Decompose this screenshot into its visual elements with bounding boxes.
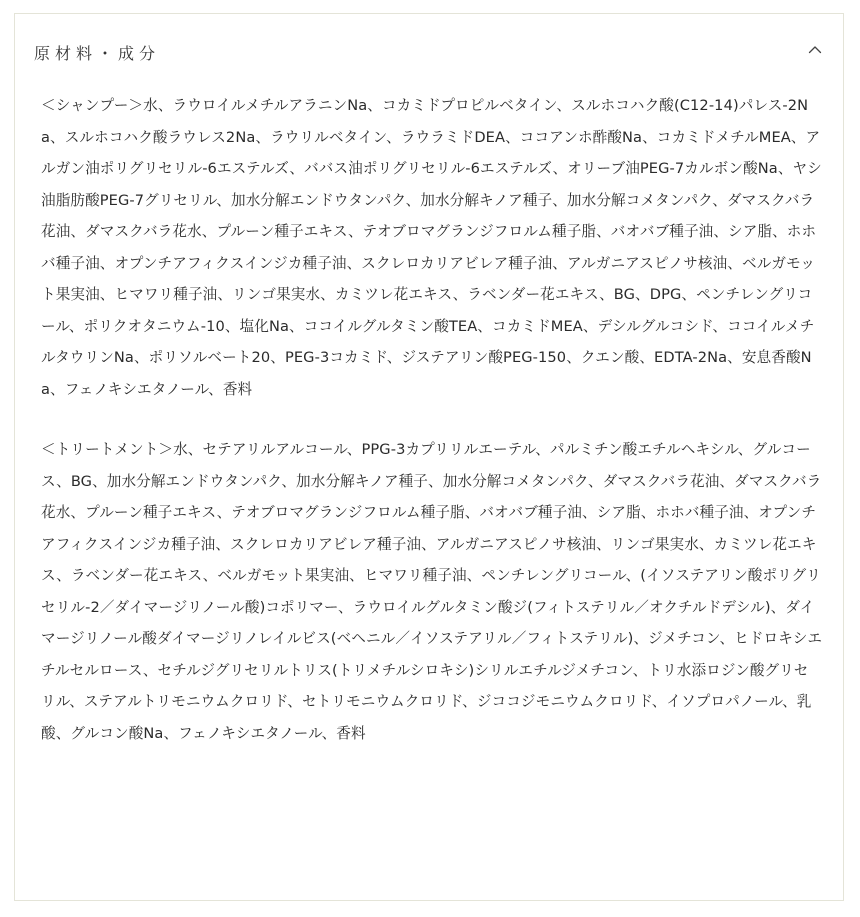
section-title: 原材料・成分	[34, 44, 161, 63]
treatment-ingredients: ＜トリートメント＞水、セテアリルアルコール、PPG-3カプリリルエーテル、パルミチン酸エチルヘキシル、グルコース、BG、加水分解エンドウタンパク、加水分解キノア種子、加水分解コメタンパク、ダマスクバラ花油、ダマスクバラ花水、プルーン種子エキス、テオブロマグランジフロルム種子脂、バオバブ種子油、シア脂、ホホバ種子油、オプンチアフィクスインジカ種子油、スクレロカリアビレア種子油、アルガニアスピノサ核油、リンゴ果実水、カミツレ花エキス、ラベンダー花エキス、ベルガモット果実油、ヒマワリ種子油、ペンチレングリコール、(イソステアリン酸ポリグリセリル-2／ダイマージリノール酸)コポリマー、ラウロイルグルタミン酸ジ(フィトステリル／オクチルドデシル)、ダイマージリノール酸ダイマージリノレイルビス(ベヘニル／イソステアリル／フィトステリル)、ジメチコン、ヒドロキシエチルセルロース、セチルジグリセリルトリス(トリメチルシロキシ)シリルエチルジメチコン、トリ水添ロジン酸グリセリル、ステアルトリモニウムクロリド、セトリモニウムクロリド、ジココジモニウムクロリド、イソプロパノール、乳酸、グルコン酸Na、フェノキシエタノール、香料	[41, 441, 823, 742]
shampoo-ingredients: ＜シャンプー＞水、ラウロイルメチルアラニンNa、コカミドプロピルベタイン、スルホコハク酸(C12-14)パレス-2Na、スルホコハク酸ラウレス2Na、ラウリルベタイン、ラウラミドDEA、ココアンホ酢酸Na、コカミドメチルMEA、アルガン油ポリグリセリル-6エステルズ、ババス油ポリグリセリル-6エステルズ、オリーブ油PEG-7カルボン酸Na、ヤシ油脂肪酸PEG-7グリセリル、加水分解エンドウタンパク、加水分解キノア種子、加水分解コメタンパク、ダマスクバラ花油、ダマスクバラ花水、プルーン種子エキス、テオブロマグランジフロルム種子脂、バオバブ種子油、シア脂、ホホバ種子油、オプンチアフィクスインジカ種子油、スクレロカリアビレア種子油、アルガニアスピノサ核油、ベルガモット果実油、ヒマワリ種子油、リンゴ果実水、カミツレ花エキス、ラベンダー花エキス、BG、DPG、ペンチレングリコール、ポリクオタニウム-10、塩化Na、ココイルグルタミン酸TEA、コカミドMEA、デシルグルコシド、ココイルメチルタウリンNa、ポリソルベート20、PEG-3コカミド、ジステアリン酸PEG-150、クエン酸、EDTA-2Na、安息香酸Na、フェノキシエタノール、香料	[41, 97, 822, 398]
accordion-content	[15, 90, 843, 749]
ingredients-accordion	[14, 13, 844, 901]
chevron-up-icon[interactable]	[807, 42, 823, 58]
accordion-header[interactable]	[15, 14, 843, 90]
paragraph-gap	[41, 405, 823, 434]
